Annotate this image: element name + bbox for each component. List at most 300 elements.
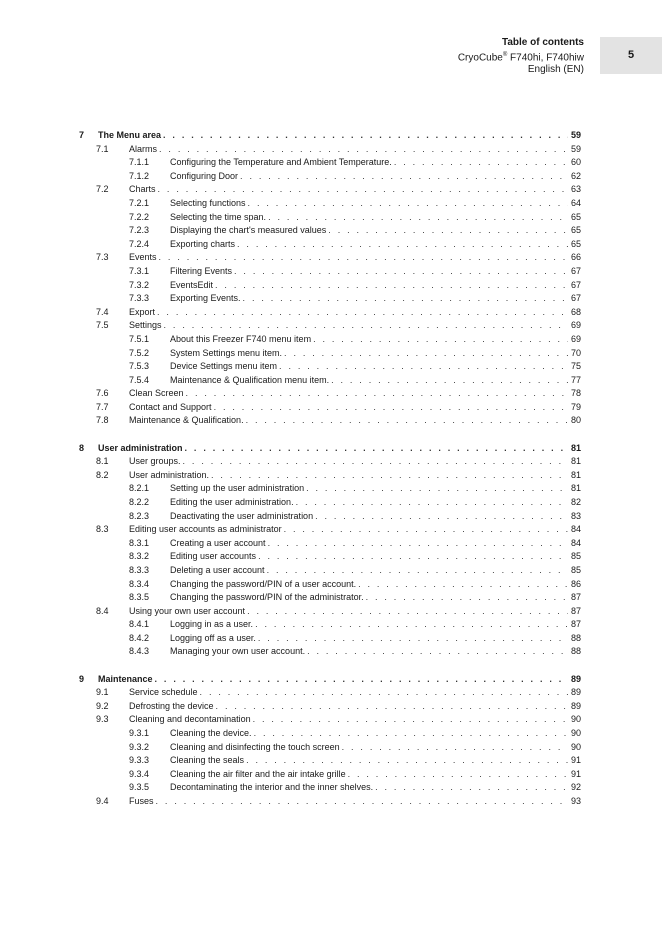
toc-entry-title: Displaying the chart's measured values — [170, 225, 327, 236]
toc-entry-leader — [129, 686, 581, 700]
toc-entry-leader — [170, 578, 581, 592]
dot-leader — [155, 673, 581, 687]
toc-entry-number: 7.3 — [96, 252, 109, 263]
toc-entry-number: 7.1.1 — [129, 157, 150, 168]
toc-entry-leader — [129, 387, 581, 401]
toc-entry-title: Clean Screen — [129, 388, 184, 399]
toc-entry-page: 81 — [568, 482, 581, 496]
dot-leader — [237, 238, 581, 252]
toc-entry-title: Maintenance & Qualification. — [129, 415, 244, 426]
toc-entry-leader — [129, 306, 581, 320]
toc-entry-number: 7.3.1 — [129, 265, 150, 276]
toc-entry-leader — [170, 754, 581, 768]
toc-subsection[interactable] — [0, 510, 662, 524]
toc-entry-leader — [170, 510, 581, 524]
toc-entry-page: 87 — [568, 618, 581, 632]
toc-entry-page: 81 — [568, 442, 581, 456]
toc-entry-number: 7.7 — [96, 401, 109, 412]
toc-entry-title: Filtering Events — [170, 265, 233, 276]
toc-entry-number: 8.1 — [96, 456, 109, 467]
dot-leader — [307, 645, 581, 659]
toc-entry-number: 7.3.2 — [129, 279, 150, 290]
dot-leader — [315, 510, 581, 524]
toc-entry-page: 90 — [568, 713, 581, 727]
toc-entry-leader — [170, 238, 581, 252]
toc-chapter — [0, 673, 662, 809]
toc-entry-page: 64 — [568, 197, 581, 211]
toc-chapter-heading[interactable] — [0, 129, 662, 143]
toc-entry-page: 62 — [568, 170, 581, 184]
dot-leader — [254, 727, 581, 741]
toc-entry-leader — [170, 360, 581, 374]
toc-entry-number: 7.2.3 — [129, 225, 150, 236]
toc-section[interactable] — [0, 605, 662, 619]
toc-entry-number: 7.5.2 — [129, 347, 150, 358]
toc-entry-page: 89 — [568, 700, 581, 714]
toc-entry-leader — [170, 564, 581, 578]
toc-entry-number: 9.3.5 — [129, 782, 150, 793]
toc-subsection[interactable] — [0, 550, 662, 564]
toc-entry-leader — [170, 781, 581, 795]
toc-entry-leader — [98, 442, 581, 456]
toc-entry-title: Charts — [129, 184, 156, 195]
dot-leader — [247, 605, 581, 619]
toc-entry-number: 7.2.1 — [129, 197, 150, 208]
toc-entry-page: 75 — [568, 360, 581, 374]
toc-subsection[interactable] — [0, 754, 662, 768]
toc-entry-title: Editing the user administration. — [170, 496, 294, 507]
toc-entry-number: 8.3.5 — [129, 592, 150, 603]
toc-entry-title: Decontaminating the interior and the inner shelves. — [170, 782, 374, 793]
toc-entry-leader — [170, 211, 581, 225]
toc-subsection[interactable] — [0, 768, 662, 782]
dot-leader — [240, 170, 581, 184]
toc-subsection[interactable] — [0, 279, 662, 293]
product-suffix: F740hi, F740hiw — [507, 52, 584, 64]
dot-leader — [331, 374, 581, 388]
dot-leader — [258, 632, 581, 646]
toc-entry-leader — [170, 224, 581, 238]
toc-entry-number: 8.4.2 — [129, 632, 150, 643]
toc-subsection[interactable] — [0, 741, 662, 755]
dot-leader — [268, 211, 581, 225]
product-prefix: CryoCube — [457, 52, 503, 64]
toc-entry-number: 8.2.1 — [129, 483, 150, 494]
dot-leader — [313, 333, 581, 347]
toc-entry-page: 87 — [568, 591, 581, 605]
toc-chapter-heading[interactable] — [0, 673, 662, 687]
toc-section[interactable] — [0, 414, 662, 428]
dot-leader — [216, 700, 581, 714]
dot-leader — [366, 591, 581, 605]
toc-entry-number: 8.3.4 — [129, 578, 150, 589]
dot-leader — [214, 401, 581, 415]
toc-entry-leader — [129, 455, 581, 469]
toc-entry-leader — [129, 401, 581, 415]
toc-subsection[interactable] — [0, 374, 662, 388]
toc-entry-title: Setting up the user administration — [170, 483, 305, 494]
toc-entry-title: Selecting functions — [170, 197, 246, 208]
toc-entry-title: Cleaning the device. — [170, 727, 252, 738]
toc-entry-number: 9.2 — [96, 700, 109, 711]
toc-entry-leader — [170, 550, 581, 564]
toc-entry-page: 67 — [568, 265, 581, 279]
toc-section[interactable] — [0, 306, 662, 320]
toc-section[interactable] — [0, 795, 662, 809]
toc-entry-number: 9.1 — [96, 687, 109, 698]
toc-chapter — [0, 442, 662, 660]
toc-entry-leader — [170, 591, 581, 605]
toc-entry-leader — [170, 156, 581, 170]
toc-entry-page: 84 — [568, 537, 581, 551]
toc-entry-leader — [129, 469, 581, 483]
toc-entry-number: 7.3.3 — [129, 293, 150, 304]
toc-entry-leader — [129, 319, 581, 333]
toc-entry-leader — [170, 333, 581, 347]
toc-entry-title: Export — [129, 306, 156, 317]
toc-subsection[interactable] — [0, 482, 662, 496]
toc-entry-number: 8.4.3 — [129, 646, 150, 657]
toc-subsection[interactable] — [0, 197, 662, 211]
toc-subsection[interactable] — [0, 591, 662, 605]
toc-entry-title: Fuses — [129, 795, 154, 806]
toc-entry-leader — [170, 170, 581, 184]
dot-leader — [284, 347, 581, 361]
toc-entry-page: 90 — [568, 741, 581, 755]
toc-entry-page: 87 — [568, 605, 581, 619]
dot-leader — [342, 741, 581, 755]
toc-entry-leader — [170, 374, 581, 388]
toc-entry-page: 69 — [568, 333, 581, 347]
page-number-tab — [600, 37, 662, 74]
toc-entry-title: Creating a user account — [170, 537, 266, 548]
dot-leader — [306, 482, 581, 496]
toc-entry-title: Changing the password/PIN of a user account. — [170, 578, 357, 589]
dot-leader — [211, 469, 581, 483]
toc-section[interactable] — [0, 469, 662, 483]
toc-entry-leader — [170, 645, 581, 659]
toc-section[interactable] — [0, 401, 662, 415]
page-header — [284, 37, 584, 76]
toc-entry-page: 93 — [568, 795, 581, 809]
dot-leader — [156, 795, 581, 809]
toc-entry-title: Maintenance — [98, 673, 153, 684]
toc-chapter — [0, 129, 662, 428]
dot-leader — [185, 442, 581, 456]
page-number: 5 — [627, 49, 635, 61]
toc-entry-page: 86 — [568, 578, 581, 592]
dot-leader — [158, 183, 581, 197]
toc-subsection[interactable] — [0, 537, 662, 551]
toc-entry-number: 9 — [79, 673, 85, 684]
toc-subsection[interactable] — [0, 645, 662, 659]
dot-leader — [328, 224, 581, 238]
toc-entry-leader — [129, 414, 581, 428]
toc-entry-title: EventsEdit — [170, 279, 214, 290]
dot-leader — [183, 455, 581, 469]
toc-entry-page: 90 — [568, 727, 581, 741]
toc-entry-page: 67 — [568, 292, 581, 306]
toc-entry-title: Alarms — [129, 143, 158, 154]
toc-entry-number: 7.2 — [96, 184, 109, 195]
toc-section[interactable] — [0, 713, 662, 727]
toc-subsection[interactable] — [0, 360, 662, 374]
dot-leader — [243, 292, 581, 306]
header-title: Table of contents — [501, 37, 584, 48]
toc-entry-title: Cleaning the air filter and the air intake grille — [170, 768, 346, 779]
toc-entry-title: Exporting charts — [170, 238, 236, 249]
toc-subsection[interactable] — [0, 224, 662, 238]
toc-entry-title: Service schedule — [129, 687, 198, 698]
toc-entry-title: Contact and Support — [129, 401, 212, 412]
toc-entry-page: 78 — [568, 387, 581, 401]
toc-entry-title: Deleting a user account — [170, 564, 265, 575]
toc-entry-page: 81 — [568, 455, 581, 469]
toc-entry-number: 8.2 — [96, 469, 109, 480]
toc-entry-number: 9.3 — [96, 714, 109, 725]
toc-section[interactable] — [0, 319, 662, 333]
toc-entry-page: 77 — [568, 374, 581, 388]
dot-leader — [164, 319, 581, 333]
toc-entry-page: 81 — [568, 469, 581, 483]
toc-entry-title: Settings — [129, 320, 162, 331]
toc-entry-number: 7.5.3 — [129, 361, 150, 372]
toc-entry-title: Changing the password/PIN of the administrator. — [170, 592, 364, 603]
toc-entry-number: 8.3.1 — [129, 537, 150, 548]
toc-entry-leader — [170, 537, 581, 551]
toc-entry-leader — [170, 618, 581, 632]
table-of-contents — [0, 129, 662, 822]
dot-leader — [258, 550, 581, 564]
toc-entry-leader — [170, 292, 581, 306]
toc-subsection[interactable] — [0, 727, 662, 741]
toc-entry-title: Cleaning and disinfecting the touch screen — [170, 741, 340, 752]
toc-subsection[interactable] — [0, 170, 662, 184]
toc-entry-title: Exporting Events. — [170, 293, 241, 304]
toc-entry-page: 65 — [568, 211, 581, 225]
toc-entry-leader — [170, 727, 581, 741]
dot-leader — [186, 387, 581, 401]
dot-leader — [375, 781, 581, 795]
toc-entry-page: 85 — [568, 564, 581, 578]
toc-entry-page: 80 — [568, 414, 581, 428]
toc-entry-number: 7 — [79, 130, 85, 140]
dot-leader — [279, 360, 581, 374]
dot-leader — [284, 523, 581, 537]
registered-mark: ® — [502, 52, 508, 58]
toc-entry-leader — [170, 347, 581, 361]
toc-entry-leader — [98, 673, 581, 687]
toc-entry-title: Device Settings menu item — [170, 361, 278, 372]
toc-subsection[interactable] — [0, 618, 662, 632]
toc-section[interactable] — [0, 523, 662, 537]
toc-section[interactable] — [0, 700, 662, 714]
toc-entry-title: User administration — [98, 442, 183, 453]
dot-leader — [163, 129, 581, 143]
toc-entry-number: 7.2.2 — [129, 211, 150, 222]
toc-entry-leader — [170, 482, 581, 496]
toc-subsection[interactable] — [0, 265, 662, 279]
dot-leader — [348, 768, 581, 782]
toc-subsection[interactable] — [0, 156, 662, 170]
toc-entry-leader — [129, 523, 581, 537]
toc-entry-leader — [170, 741, 581, 755]
toc-entry-page: 88 — [568, 645, 581, 659]
toc-entry-number: 7.4 — [96, 306, 109, 317]
toc-subsection[interactable] — [0, 238, 662, 252]
toc-entry-leader — [98, 129, 581, 143]
toc-section[interactable] — [0, 455, 662, 469]
toc-entry-page: 59 — [568, 143, 581, 157]
toc-entry-page: 65 — [568, 238, 581, 252]
toc-entry-page: 91 — [568, 768, 581, 782]
toc-entry-title: User groups. — [129, 456, 181, 467]
toc-entry-number: 7.5.1 — [129, 333, 150, 344]
toc-subsection[interactable] — [0, 564, 662, 578]
toc-entry-title: Logging in as a user. — [170, 619, 254, 630]
dot-leader — [296, 496, 581, 510]
dot-leader — [200, 686, 581, 700]
toc-entry-number: 7.2.4 — [129, 238, 150, 249]
toc-entry-title: Events — [129, 252, 157, 263]
toc-section[interactable] — [0, 143, 662, 157]
toc-entry-number: 7.8 — [96, 415, 109, 426]
toc-section[interactable] — [0, 387, 662, 401]
toc-entry-page: 88 — [568, 632, 581, 646]
toc-entry-page: 92 — [568, 781, 581, 795]
toc-entry-page: 67 — [568, 279, 581, 293]
toc-entry-number: 9.3.2 — [129, 741, 150, 752]
toc-entry-page: 89 — [568, 673, 581, 687]
toc-entry-number: 7.1 — [96, 143, 109, 154]
toc-entry-leader — [170, 496, 581, 510]
toc-entry-number: 9.4 — [96, 795, 109, 806]
dot-leader — [159, 251, 581, 265]
toc-entry-title: Defrosting the device — [129, 700, 214, 711]
toc-chapter-heading[interactable] — [0, 442, 662, 456]
toc-entry-title: User administration. — [129, 469, 210, 480]
toc-subsection[interactable] — [0, 781, 662, 795]
toc-entry-leader — [129, 143, 581, 157]
toc-entry-page: 79 — [568, 401, 581, 415]
toc-entry-leader — [129, 713, 581, 727]
dot-leader — [394, 156, 581, 170]
dot-leader — [358, 578, 581, 592]
dot-leader — [215, 279, 581, 293]
toc-subsection[interactable] — [0, 347, 662, 361]
toc-entry-title: Editing user accounts — [170, 551, 257, 562]
toc-entry-title: Cleaning the seals — [170, 755, 245, 766]
dot-leader — [255, 618, 581, 632]
toc-entry-page: 63 — [568, 183, 581, 197]
toc-entry-title: The Menu area — [98, 130, 162, 140]
dot-leader — [157, 306, 581, 320]
toc-entry-page: 91 — [568, 754, 581, 768]
toc-entry-leader — [170, 768, 581, 782]
toc-entry-page: 85 — [568, 550, 581, 564]
dot-leader — [159, 143, 581, 157]
toc-entry-number: 8.2.2 — [129, 496, 150, 507]
toc-entry-page: 59 — [568, 129, 581, 143]
toc-subsection[interactable] — [0, 496, 662, 510]
toc-entry-number: 7.6 — [96, 388, 109, 399]
toc-entry-leader — [129, 183, 581, 197]
toc-entry-leader — [129, 700, 581, 714]
toc-entry-leader — [129, 795, 581, 809]
toc-entry-leader — [170, 279, 581, 293]
toc-entry-title: Managing your own user account. — [170, 646, 306, 657]
toc-subsection[interactable] — [0, 578, 662, 592]
dot-leader — [248, 197, 581, 211]
dot-leader — [268, 537, 581, 551]
toc-entry-title: Cleaning and decontamination — [129, 714, 251, 725]
dot-leader — [246, 414, 581, 428]
toc-entry-number: 7.5.4 — [129, 374, 150, 385]
toc-entry-page: 69 — [568, 319, 581, 333]
toc-entry-number: 9.3.4 — [129, 768, 150, 779]
toc-entry-title: Configuring Door — [170, 170, 239, 181]
dot-leader — [267, 564, 581, 578]
toc-entry-title: Logging off as a user. — [170, 632, 256, 643]
toc-entry-leader — [170, 632, 581, 646]
toc-entry-number: 9.3.1 — [129, 727, 150, 738]
toc-entry-number: 8.4 — [96, 605, 109, 616]
toc-entry-number: 7.1.2 — [129, 170, 150, 181]
toc-entry-title: System Settings menu item. — [170, 347, 283, 358]
toc-entry-leader — [129, 605, 581, 619]
toc-section[interactable] — [0, 686, 662, 700]
toc-entry-title: Deactivating the user administration — [170, 510, 314, 521]
toc-subsection[interactable] — [0, 211, 662, 225]
toc-entry-leader — [129, 251, 581, 265]
toc-entry-page: 70 — [568, 347, 581, 361]
toc-entry-number: 8.4.1 — [129, 619, 150, 630]
toc-entry-number: 7.5 — [96, 320, 109, 331]
toc-entry-page: 60 — [568, 156, 581, 170]
toc-entry-title: Configuring the Temperature and Ambient Temperature. — [170, 157, 392, 168]
toc-entry-title: Editing user accounts as administrator — [129, 524, 282, 535]
toc-entry-title: Maintenance & Qualification menu item. — [170, 374, 330, 385]
toc-entry-page: 65 — [568, 224, 581, 238]
header-product — [284, 49, 584, 64]
toc-section[interactable] — [0, 251, 662, 265]
toc-entry-page: 66 — [568, 251, 581, 265]
toc-section[interactable] — [0, 183, 662, 197]
toc-entry-number: 8.2.3 — [129, 510, 150, 521]
toc-entry-title: About this Freezer F740 menu item — [170, 333, 312, 344]
toc-entry-number: 8.3.3 — [129, 564, 150, 575]
toc-entry-number: 9.3.3 — [129, 755, 150, 766]
toc-entry-number: 8.3 — [96, 524, 109, 535]
toc-entry-leader — [170, 265, 581, 279]
toc-entry-leader — [170, 197, 581, 211]
header-language: English (EN) — [527, 64, 584, 76]
dot-leader — [246, 754, 581, 768]
toc-entry-page: 89 — [568, 686, 581, 700]
toc-entry-page: 84 — [568, 523, 581, 537]
toc-entry-title: Selecting the time span. — [170, 211, 267, 222]
toc-entry-page: 83 — [568, 510, 581, 524]
toc-entry-number: 8 — [79, 442, 85, 453]
toc-subsection[interactable] — [0, 333, 662, 347]
dot-leader — [234, 265, 581, 279]
toc-subsection[interactable] — [0, 632, 662, 646]
toc-subsection[interactable] — [0, 292, 662, 306]
dot-leader — [253, 713, 581, 727]
toc-entry-title: Using your own user account — [129, 605, 246, 616]
toc-entry-page: 82 — [568, 496, 581, 510]
toc-entry-number: 8.3.2 — [129, 551, 150, 562]
